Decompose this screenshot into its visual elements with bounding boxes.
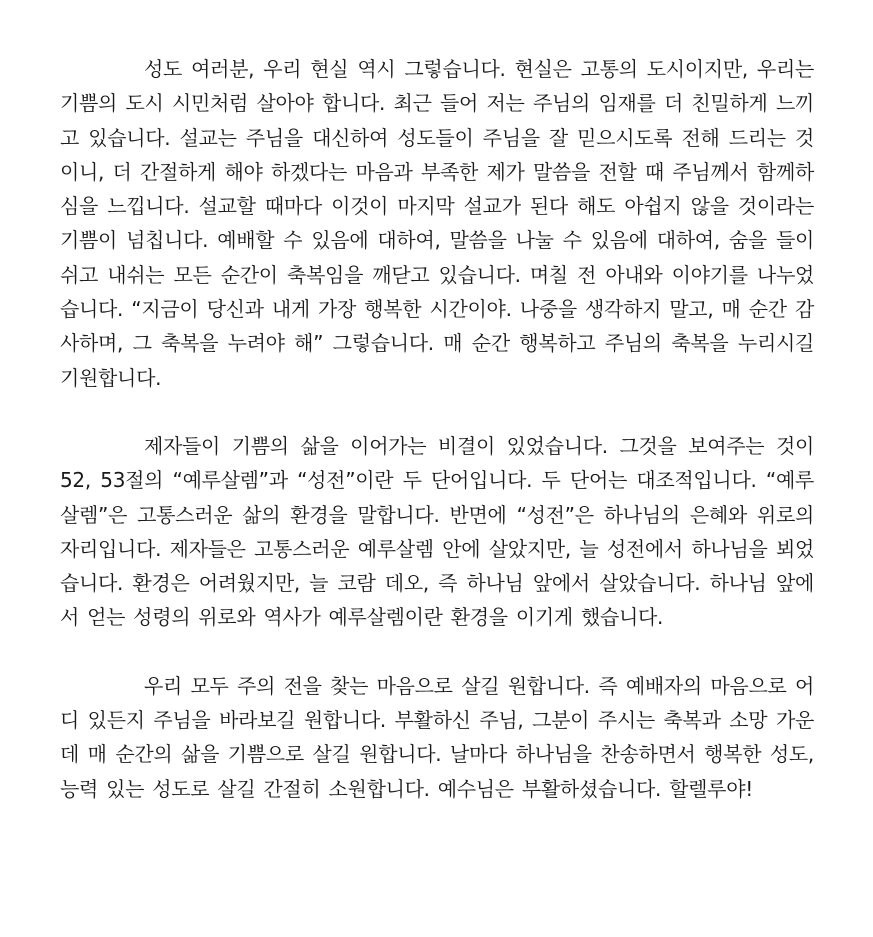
sermon-text-page [60, 52, 814, 806]
paragraph-present-joy: 성도 여러분, 우리 현실 역시 그렇습니다. 현실은 고통의 도시이지만, 우리는 기쁨의 도시 시민처럼 살아야 합니다. 최근 들어 저는 주님의 임재를 더 친밀하게 느끼고 있습니다. 설교는 주님을 대신하여 성도들이 주님을 잘 믿으시도록 전해 드리는 것이니, 더 간절하게 해야 하겠다는 마음과 부족한 제가 말씀을 전할 때 주님께서 함께하심을 느낍니다. 설교할 때마다 이것이 마지막 설교가 된다 해도 아쉽지 않을 것이라는 기쁨이 넘칩니다. 예배할 수 있음에 대하여, 말씀을 나눌 수 있음에 대하여, 숨을 들이쉬고 내쉬는 모든 순간이 축복임을 깨닫고 있습니다. 며칠 전 아내와 이야기를 나누었습니다. “지금이 당신과 내게 가장 행복한 시간이야. 나중을 생각하지 말고, 매 순간 감사하며, 그 축복을 누려야 해” 그렇습니다. 매 순간 행복하고 주님의 축복을 누리시길 기원합니다. [60, 57, 814, 390]
paragraph-closing-prayer: 우리 모두 주의 전을 찾는 마음으로 살길 원합니다. 즉 예배자의 마음으로 어디 있든지 주님을 바라보길 원합니다. 부활하신 주님, 그분이 주시는 축복과 소망 가운데 매 순간의 삶을 기쁨으로 살길 원합니다. 날마다 하나님을 찬송하면서 행복한 성도, 능력 있는 성도로 살길 간절히 소원합니다. 예수님은 부활하셨습니다. 할렐루야! [60, 673, 814, 801]
paragraph-jerusalem-temple: 제자들이 기쁨의 삶을 이어가는 비결이 있었습니다. 그것을 보여주는 것이 52, 53절의 “예루살렘”과 “성전”이란 두 단어입니다. 두 단어는 대조적입니다. “예루살렘”은 고통스러운 삶의 환경을 말합니다. 반면에 “성전”은 하나님의 은혜와 위로의 자리입니다. 제자들은 고통스러운 예루살렘 안에 살았지만, 늘 성전에서 하나님을 뵈었습니다. 환경은 어려웠지만, 늘 코람 데오, 즉 하나님 앞에서 살았습니다. 하나님 앞에서 얻는 성령의 위로와 역사가 예루살렘이란 환경을 이기게 했습니다. [60, 433, 814, 630]
